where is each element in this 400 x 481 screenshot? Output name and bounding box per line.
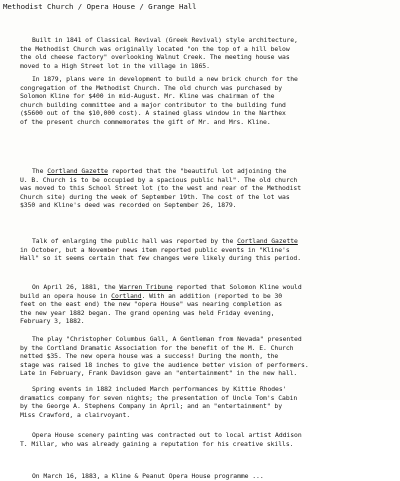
text-segment: February 3, 1882. [20,317,85,326]
text-line [20,440,302,449]
paragraph [20,167,301,210]
text-line [20,283,302,292]
text-segment: was moved to this School Street lot (to the west and rear of the Methodist [20,184,302,193]
text-line [20,352,309,361]
text-line [20,411,297,420]
text-segment: reported that the "beautiful lot adjoining the [107,167,287,175]
underlined-title: Cortland [111,291,142,300]
text-segment: build an opera house in [20,291,112,300]
text-segment: Late in February, Frank Davidson gave an "entertainment" in the new hall. [20,369,298,378]
text-line [20,431,302,440]
text-segment: $350 and Kline's deed was recorded on September 26, 1879. [20,201,237,210]
text-line [20,36,298,45]
text-line [20,300,302,309]
text-segment: in October, but a November news item reported public events in "Kline's [20,245,290,254]
text-line [20,246,301,255]
text-segment: On April 26, 1881, the [32,283,120,291]
underlined-title: Cortland Gazette [47,167,108,175]
underlined-title: Warren Tribune [119,283,173,291]
text-line [20,201,301,210]
text-segment: T. Millar, who was already gaining a reputation for his creative skills. [20,439,294,448]
text-line [20,184,301,193]
text-segment: ($5600 out of the $10,000 cost). A stained glass window in the Narthex [20,109,286,118]
text-segment: the new year 1882 began. The grand opening was held Friday evening, [20,308,275,317]
text-segment: In 1879, plans were in development to build a new brick church for the [32,75,298,83]
text-segment: moved to a High Street lot in the village in 1865. [20,61,210,70]
paragraph [20,335,309,378]
text-line [20,369,309,378]
underlined-title: Cortland Gazette [237,237,298,245]
text-line [20,385,297,394]
paragraph [20,283,302,326]
paragraph [20,237,301,263]
text-segment: the Methodist Church was originally located "on the top of a hill below [20,44,290,53]
text-line [20,75,298,84]
text-line [20,335,309,344]
text-segment: The play "Christopher Columbus Gall, A Gentleman from Nevada" presented [32,335,302,343]
text-segment: Miss Crawford, a clairvoyant. [20,410,131,419]
paragraph [20,385,297,419]
text-line [20,254,301,263]
text-line [20,309,302,318]
paragraph [20,472,264,481]
text-line [20,118,298,127]
text-line [20,237,301,246]
text-segment: Talk of enlarging the public hall was reported by the [32,237,238,245]
text-segment: Hall" so it seems certain that few changes were likely during this period. [20,254,302,263]
text-segment: reported that Solomon Kline would [172,283,302,291]
text-segment: of the present church commemorates the gift of Mr. and Mrs. Kline. [20,117,271,126]
text-line [20,109,298,118]
text-line [20,101,298,110]
text-line [20,361,309,370]
text-segment: U. B. Church is to be occupied by a spacious public hall". The old church [20,175,298,184]
text-line [20,472,264,481]
text-line [20,402,297,411]
text-line [20,84,298,93]
text-segment: stage was raised 18 inches to give the audience better vision of performers. [20,360,309,369]
text-segment: church building committee and a major contributor to the building fund [20,100,286,109]
text-line [20,292,302,301]
text-segment: by the Cortland Dramatic Association for the benefit of the M. E. Church [20,343,294,352]
text-segment: Opera House scenery painting was contracted out to local artist Addison [32,431,302,439]
text-segment: Spring events in 1882 included March performances by Kittie Rhodes' [32,385,287,393]
text-line [20,193,301,202]
text-line [20,317,302,326]
text-segment: congregation of the Methodist Church. The old church was purchased by [20,83,283,92]
text-line [20,394,297,403]
text-segment: feet on the east end) the new "opera House" was nearing completion as [20,300,283,309]
text-line [20,344,309,353]
text-segment: by the George A. Stephens Company in April; and an "entertainment" by [20,402,283,411]
text-segment: the old cheese factory" overlooking Walnut Creek. The meeting house was [20,53,290,62]
text-line [20,62,298,71]
text-segment: On March 16, 1883, a Kline & Peanut Opera House programme ... [32,472,264,480]
text-line [20,53,298,62]
paragraph [20,75,298,127]
document-header: Methodist Church / Opera House / Grange Hall [3,2,197,11]
text-line [20,45,298,54]
text-line [20,92,298,101]
paragraph [20,36,298,70]
text-line [20,176,301,185]
text-segment: netted $35. The new opera house was a success! During the month, the [20,352,279,361]
text-segment: dramatics company for seven nights; the presentation of Uncle Tom's Cabin [20,393,298,402]
paragraph [20,431,302,448]
text-segment: The [32,167,48,175]
text-segment: Built in 1841 of Classical Revival (Greek Revival) style architecture, [32,36,298,44]
text-segment: Church site) during the week of September 19th. The cost of the lot was [20,192,290,201]
text-segment: . With an addition (reported to be 30 [141,291,283,300]
text-segment: Solomon Kline for $400 in mid-August. Mr. Kline was chairman of the [20,92,275,101]
text-line [20,167,301,176]
